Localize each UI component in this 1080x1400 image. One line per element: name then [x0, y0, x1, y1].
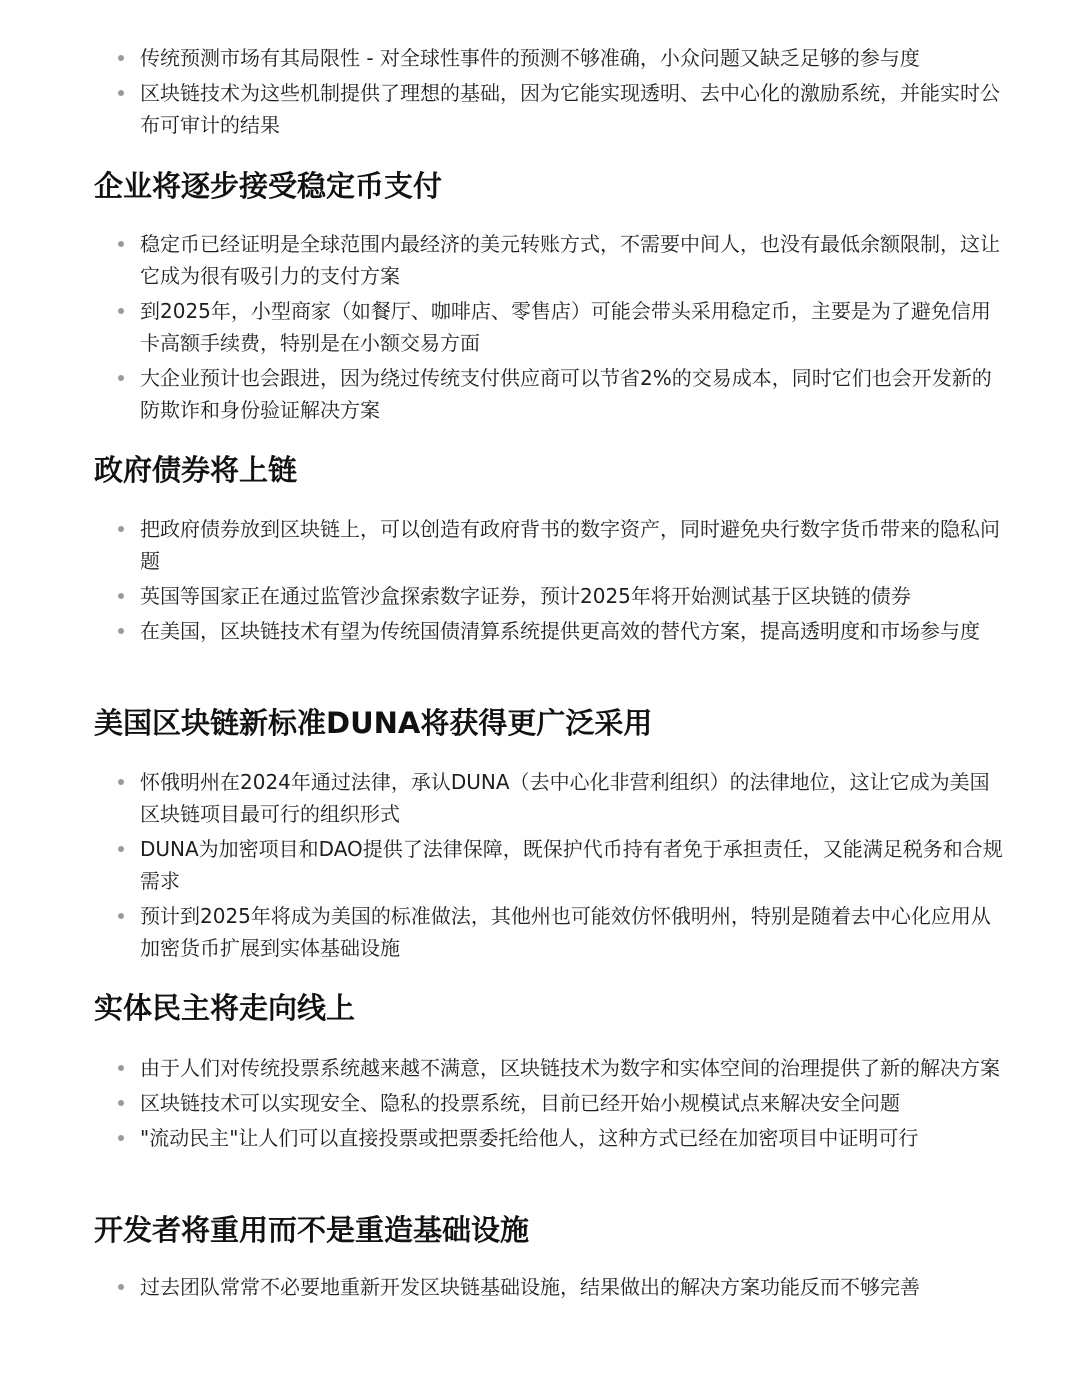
list-item	[0, 1271, 1080, 1303]
bullet-icon	[118, 1135, 124, 1141]
list-item	[0, 1087, 1080, 1119]
list-item	[0, 1052, 1080, 1084]
bullet-icon	[118, 1100, 124, 1106]
section-bullet-list	[0, 1271, 1080, 1303]
bullet-icon	[118, 1065, 124, 1071]
bullet-icon	[118, 846, 124, 852]
list-item-text: 区块链技术为这些机制提供了理想的基础，因为它能实现透明、去中心化的激励系统，并能实时公布可审计的结果	[140, 81, 1000, 137]
list-item	[0, 42, 1080, 74]
section-infra-heading-wrap	[0, 1210, 1080, 1250]
section-infra-list-wrap	[0, 1271, 1080, 1306]
list-item	[0, 362, 1080, 426]
list-item	[0, 580, 1080, 612]
list-item-text: 由于人们对传统投票系统越来越不满意，区块链技术为数字和实体空间的治理提供了新的解决方案	[140, 1056, 1000, 1080]
list-item-text: 怀俄明州在2024年通过法律，承认DUNA（去中心化非营利组织）的法律地位，这让它成为美国区块链项目最可行的组织形式	[140, 770, 990, 826]
bullet-icon	[118, 526, 124, 532]
section-bullet-list	[0, 766, 1080, 964]
intro-bullet-list	[0, 42, 1080, 141]
list-item-text: 英国等国家正在通过监管沙盒探索数字证券，预计2025年将开始测试基于区块链的债券	[140, 584, 911, 608]
list-item-text: 预计到2025年将成为美国的标准做法，其他州也可能效仿怀俄明州，特别是随着去中心化应用从加密货币扩展到实体基础设施	[140, 904, 991, 960]
section-democracy-list-wrap	[0, 1052, 1080, 1157]
section-stablecoin-list-wrap	[0, 228, 1080, 429]
section-duna-list-wrap	[0, 766, 1080, 967]
intro-list-container	[0, 42, 1080, 144]
section-duna-heading-wrap	[0, 703, 1080, 743]
list-item-text: "流动民主"让人们可以直接投票或把票委托给他人，这种方式已经在加密项目中证明可行	[140, 1126, 919, 1150]
list-item	[0, 833, 1080, 897]
section-democracy-heading-wrap	[0, 988, 1080, 1028]
section-bullet-list	[0, 228, 1080, 426]
bullet-icon	[118, 308, 124, 314]
bullet-icon	[118, 779, 124, 785]
list-item	[0, 766, 1080, 830]
list-item	[0, 513, 1080, 577]
list-item	[0, 900, 1080, 964]
list-item-text: 把政府债券放到区块链上，可以创造有政府背书的数字资产，同时避免央行数字货币带来的隐私问题	[140, 517, 1000, 573]
list-item-text: 在美国，区块链技术有望为传统国债清算系统提供更高效的替代方案，提高透明度和市场参与度	[140, 619, 980, 643]
list-item-text: 稳定币已经证明是全球范围内最经济的美元转账方式，不需要中间人，也没有最低余额限制，这让它成为很有吸引力的支付方案	[140, 232, 1000, 288]
bullet-icon	[118, 1284, 124, 1290]
list-item	[0, 77, 1080, 141]
section-bonds-list-wrap	[0, 513, 1080, 650]
section-bullet-list	[0, 513, 1080, 647]
section-stablecoin-heading-wrap	[0, 166, 1080, 206]
bullet-icon	[118, 913, 124, 919]
bullet-icon	[118, 90, 124, 96]
list-item-text: 大企业预计也会跟进，因为绕过传统支付供应商可以节省2%的交易成本，同时它们也会开发新的防欺诈和身份验证解决方案	[140, 366, 992, 422]
bullet-icon	[118, 628, 124, 634]
section-bonds-heading-wrap	[0, 450, 1080, 490]
list-item-text: 过去团队常常不必要地重新开发区块链基础设施，结果做出的解决方案功能反而不够完善	[140, 1275, 920, 1299]
list-item-text: 到2025年，小型商家（如餐厅、咖啡店、零售店）可能会带头采用稳定币，主要是为了避免信用卡高额手续费，特别是在小额交易方面	[140, 299, 991, 355]
section-heading: 企业将逐步接受稳定币支付	[94, 169, 443, 203]
list-item	[0, 295, 1080, 359]
section-bullet-list	[0, 1052, 1080, 1154]
section-heading: 美国区块链新标准DUNA将获得更广泛采用	[94, 706, 653, 740]
section-heading: 开发者将重用而不是重造基础设施	[94, 1213, 530, 1247]
list-item-text: 区块链技术可以实现安全、隐私的投票系统，目前已经开始小规模试点来解决安全问题	[140, 1091, 900, 1115]
list-item	[0, 615, 1080, 647]
bullet-icon	[118, 55, 124, 61]
list-item	[0, 228, 1080, 292]
list-item-text: 传统预测市场有其局限性 - 对全球性事件的预测不够准确，小众问题又缺乏足够的参与度	[140, 46, 920, 70]
bullet-icon	[118, 375, 124, 381]
section-heading: 实体民主将走向线上	[94, 991, 356, 1025]
list-item	[0, 1122, 1080, 1154]
bullet-icon	[118, 593, 124, 599]
bullet-icon	[118, 241, 124, 247]
section-heading: 政府债券将上链	[94, 453, 298, 487]
list-item-text: DUNA为加密项目和DAO提供了法律保障，既保护代币持有者免于承担责任，又能满足税务和合规需求	[140, 837, 1003, 893]
